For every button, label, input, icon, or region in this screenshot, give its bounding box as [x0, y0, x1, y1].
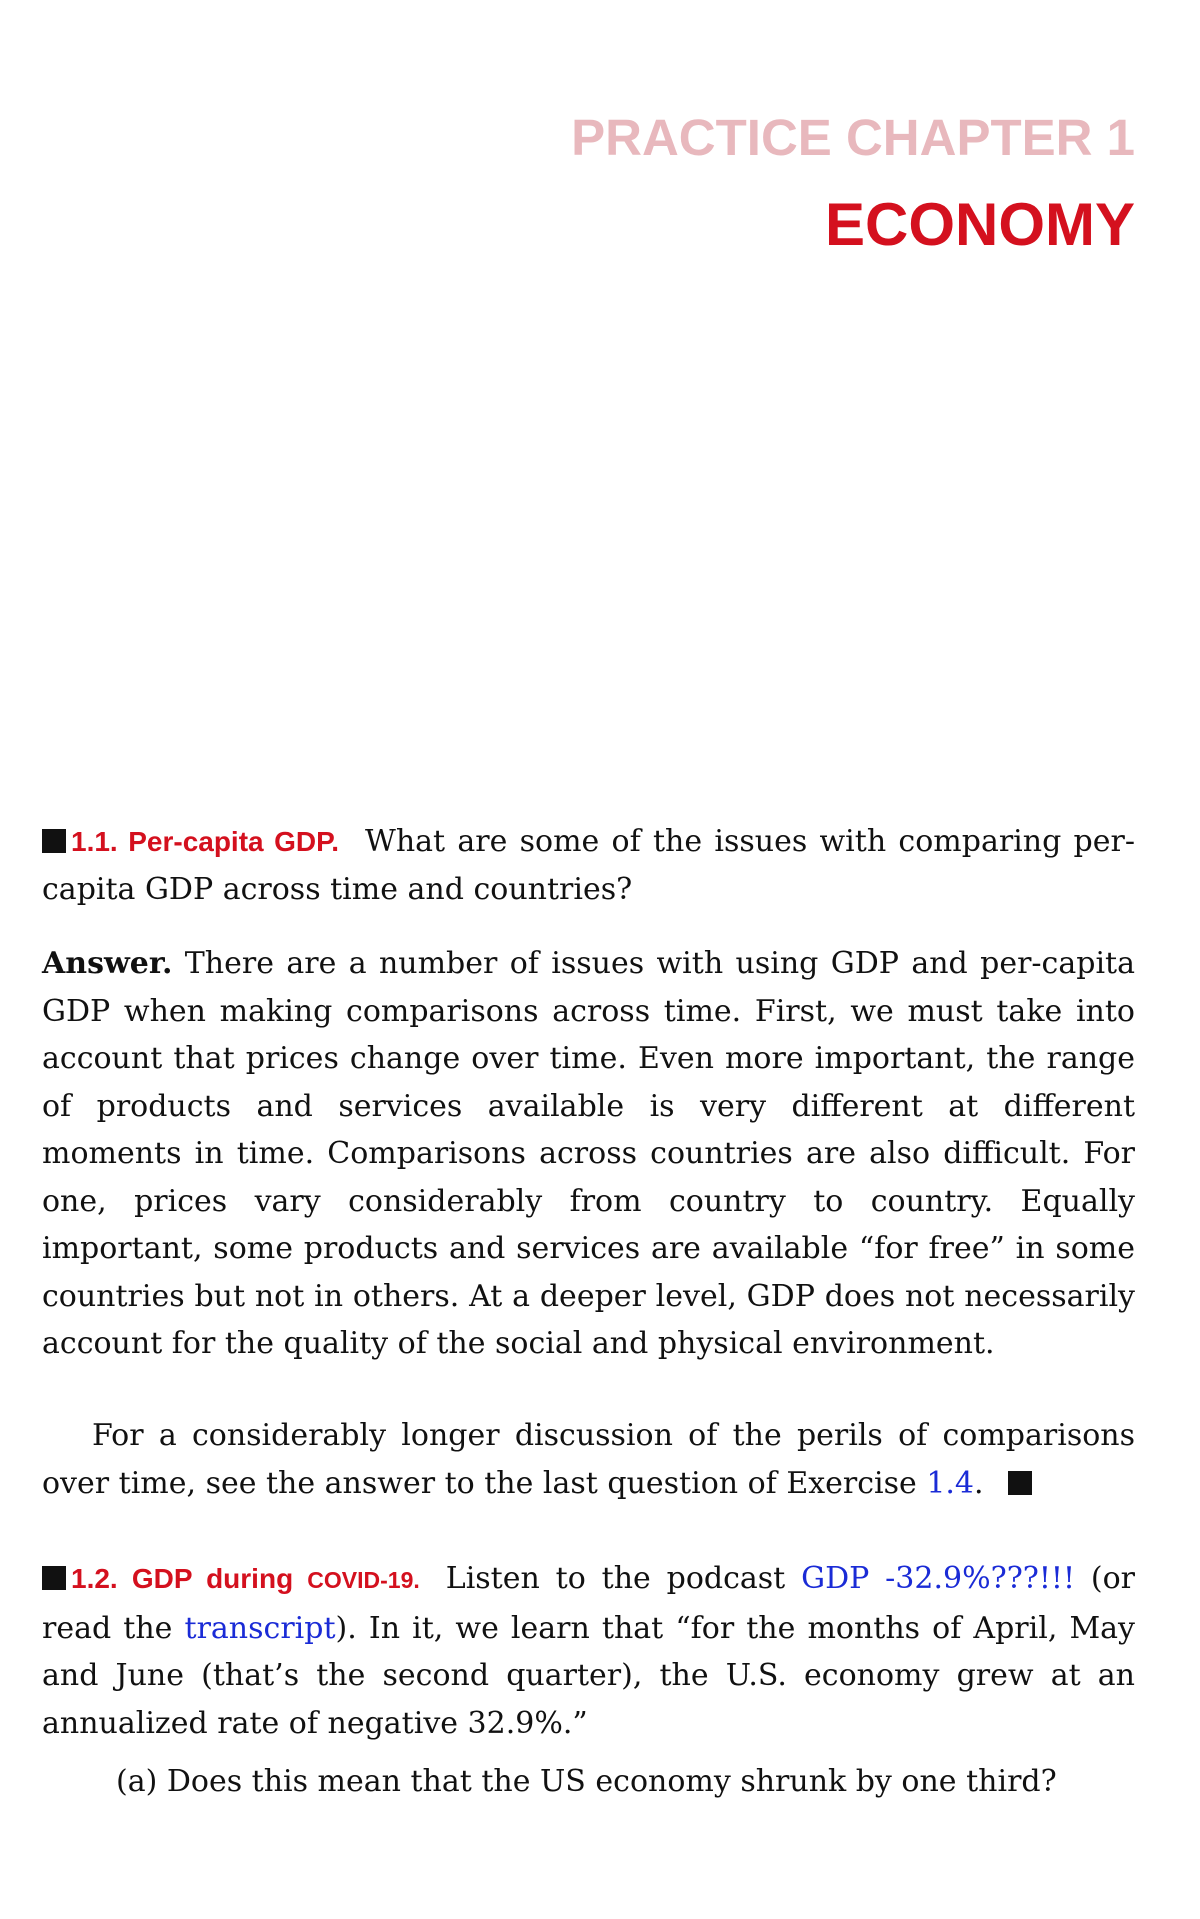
- exercise-1-question: What are some of the issues with comparing per-capita GDP across time and countries?: [42, 824, 1135, 907]
- exercise-2-heading: [71, 1563, 420, 1594]
- exercise-1-answer: [42, 940, 1135, 1368]
- podcast-link[interactable]: GDP -32.9%???!!!: [801, 1561, 1076, 1596]
- exercise-1-4-link[interactable]: 1.4: [926, 1465, 975, 1501]
- exercise-1-statement: [42, 818, 1135, 913]
- exercise-2-title-smallcaps: COVID-19.: [307, 1567, 420, 1593]
- part-a-text: Does this mean that the US economy shrunk by one third?: [166, 1764, 1057, 1799]
- exercise-2-part-a: [116, 1758, 1126, 1806]
- exercise-1-heading: [71, 826, 339, 857]
- exercise-2-number: 1.2.: [71, 1563, 118, 1594]
- exercise-1-title: Per-capita GDP.: [128, 826, 339, 857]
- exercise-2-text-start: Listen to the podcast: [445, 1561, 802, 1596]
- answer-label: Answer.: [42, 946, 173, 981]
- answer-paragraph-1: There are a number of issues with using GDP and per-capita GDP when making comparisons across time. First, we must take into account that prices change over time. Even more important, the range of products and services available is very different at different moments in time. Comparisons across countries are also difficult. For one, prices vary considerably from country to country. Equally important, some products and services are available “for free” in some countries but not in others. At a deeper level, GDP does not necessarily account for the quality of the social and physical environment.: [42, 946, 1135, 1361]
- exercise-marker-icon: [42, 829, 66, 853]
- exercise-marker-icon: [42, 1566, 66, 1590]
- transcript-link[interactable]: transcript: [184, 1610, 336, 1646]
- exercise-2-text-middle: (or read the: [42, 1561, 1135, 1646]
- exercise-2-text-end: ). In it, we learn that “for the months of April, May and June (that’s the second quarter), the U.S. economy grew at an annualized rate of negative 32.9%.”: [42, 1610, 1136, 1741]
- chapter-title: ECONOMY: [824, 191, 1135, 258]
- exercise-2-statement: [42, 1555, 1135, 1747]
- end-of-proof-icon: [1008, 1471, 1032, 1495]
- chapter-label: PRACTICE CHAPTER 1: [571, 109, 1135, 166]
- answer-paragraph-2-end: .: [974, 1465, 984, 1501]
- exercise-1-number: 1.1.: [71, 826, 118, 857]
- exercise-2-title: GDP during: [131, 1563, 308, 1594]
- part-a-label: (a): [116, 1764, 158, 1799]
- answer-paragraph-2-text: For a considerably longer discussion of the perils of comparisons over time, see the answer to the last question of Exercise: [42, 1418, 1135, 1501]
- exercise-1-answer-paragraph-2: [42, 1412, 1135, 1507]
